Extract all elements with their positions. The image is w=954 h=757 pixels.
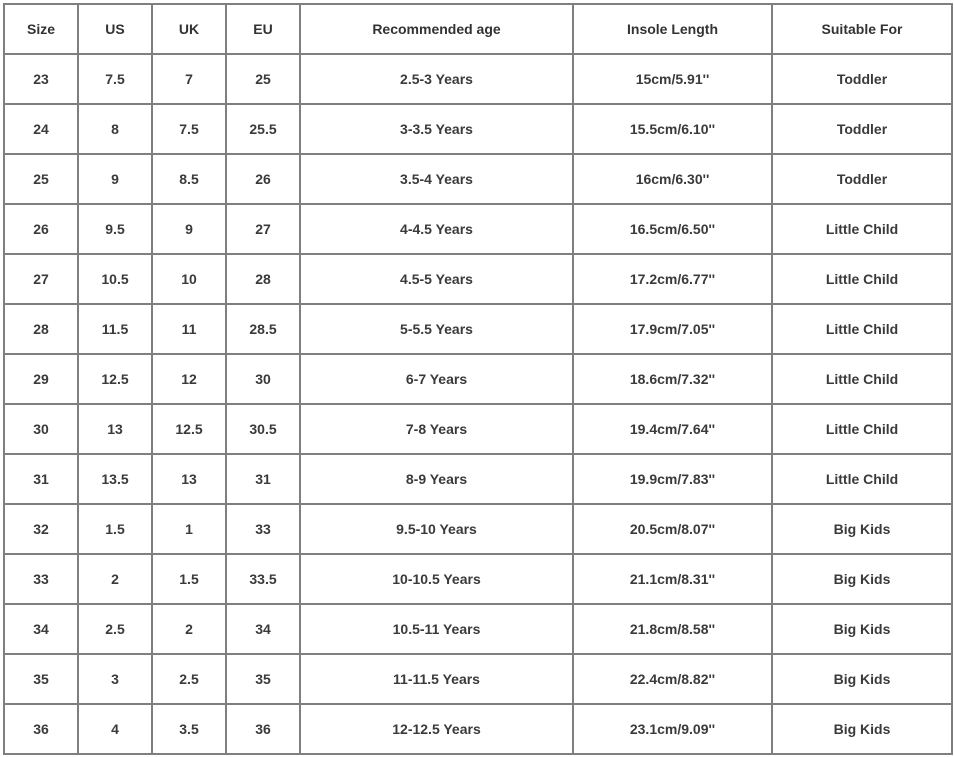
cell-recommended-age: 4-4.5 Years <box>301 205 574 255</box>
cell-us: 1.5 <box>79 505 153 555</box>
cell-suitable-for: Big Kids <box>773 555 953 605</box>
cell-uk: 2.5 <box>153 655 227 705</box>
cell-suitable-for: Little Child <box>773 255 953 305</box>
table-row <box>5 305 953 355</box>
cell-eu: 36 <box>227 705 301 755</box>
cell-recommended-age: 2.5-3 Years <box>301 55 574 105</box>
cell-insole-length: 21.8cm/8.58'' <box>574 605 773 655</box>
cell-size: 35 <box>5 655 79 705</box>
header-insole-length: Insole Length <box>574 5 773 55</box>
cell-eu: 25 <box>227 55 301 105</box>
cell-suitable-for: Little Child <box>773 455 953 505</box>
cell-uk: 1.5 <box>153 555 227 605</box>
cell-recommended-age: 8-9 Years <box>301 455 574 505</box>
cell-us: 9.5 <box>79 205 153 255</box>
cell-us: 8 <box>79 105 153 155</box>
cell-size: 23 <box>5 55 79 105</box>
table-row <box>5 55 953 105</box>
table-row <box>5 105 953 155</box>
cell-size: 26 <box>5 205 79 255</box>
cell-insole-length: 18.6cm/7.32'' <box>574 355 773 405</box>
cell-eu: 31 <box>227 455 301 505</box>
cell-eu: 33 <box>227 505 301 555</box>
cell-suitable-for: Big Kids <box>773 505 953 555</box>
cell-suitable-for: Little Child <box>773 305 953 355</box>
cell-uk: 11 <box>153 305 227 355</box>
cell-suitable-for: Little Child <box>773 355 953 405</box>
cell-insole-length: 17.9cm/7.05'' <box>574 305 773 355</box>
cell-us: 10.5 <box>79 255 153 305</box>
cell-insole-length: 22.4cm/8.82'' <box>574 655 773 705</box>
table-row <box>5 405 953 455</box>
header-recommended-age: Recommended age <box>301 5 574 55</box>
cell-uk: 7 <box>153 55 227 105</box>
cell-size: 25 <box>5 155 79 205</box>
cell-insole-length: 21.1cm/8.31'' <box>574 555 773 605</box>
cell-recommended-age: 9.5-10 Years <box>301 505 574 555</box>
cell-us: 13 <box>79 405 153 455</box>
cell-recommended-age: 7-8 Years <box>301 405 574 455</box>
header-row <box>5 5 953 55</box>
cell-recommended-age: 12-12.5 Years <box>301 705 574 755</box>
cell-suitable-for: Toddler <box>773 105 953 155</box>
cell-us: 12.5 <box>79 355 153 405</box>
cell-suitable-for: Big Kids <box>773 655 953 705</box>
header-us: US <box>79 5 153 55</box>
cell-eu: 27 <box>227 205 301 255</box>
cell-insole-length: 23.1cm/9.09'' <box>574 705 773 755</box>
cell-uk: 12 <box>153 355 227 405</box>
cell-suitable-for: Big Kids <box>773 605 953 655</box>
table-row <box>5 555 953 605</box>
cell-uk: 1 <box>153 505 227 555</box>
cell-insole-length: 16.5cm/6.50'' <box>574 205 773 255</box>
cell-insole-length: 20.5cm/8.07'' <box>574 505 773 555</box>
cell-uk: 12.5 <box>153 405 227 455</box>
header-size: Size <box>5 5 79 55</box>
cell-recommended-age: 3-3.5 Years <box>301 105 574 155</box>
table-row <box>5 505 953 555</box>
cell-eu: 28 <box>227 255 301 305</box>
cell-eu: 28.5 <box>227 305 301 355</box>
cell-eu: 35 <box>227 655 301 705</box>
cell-uk: 2 <box>153 605 227 655</box>
cell-uk: 13 <box>153 455 227 505</box>
table-row <box>5 205 953 255</box>
cell-size: 32 <box>5 505 79 555</box>
cell-us: 11.5 <box>79 305 153 355</box>
table-body <box>5 55 953 755</box>
table-row <box>5 605 953 655</box>
cell-us: 9 <box>79 155 153 205</box>
cell-size: 30 <box>5 405 79 455</box>
table-row <box>5 455 953 505</box>
cell-suitable-for: Toddler <box>773 155 953 205</box>
cell-insole-length: 17.2cm/6.77'' <box>574 255 773 305</box>
cell-recommended-age: 10-10.5 Years <box>301 555 574 605</box>
header-eu: EU <box>227 5 301 55</box>
cell-us: 13.5 <box>79 455 153 505</box>
cell-suitable-for: Little Child <box>773 405 953 455</box>
cell-size: 24 <box>5 105 79 155</box>
cell-size: 36 <box>5 705 79 755</box>
cell-eu: 30.5 <box>227 405 301 455</box>
table-header <box>5 5 953 55</box>
cell-insole-length: 15.5cm/6.10'' <box>574 105 773 155</box>
cell-insole-length: 16cm/6.30'' <box>574 155 773 205</box>
cell-uk: 3.5 <box>153 705 227 755</box>
cell-insole-length: 19.4cm/7.64'' <box>574 405 773 455</box>
cell-recommended-age: 4.5-5 Years <box>301 255 574 305</box>
cell-size: 31 <box>5 455 79 505</box>
cell-uk: 8.5 <box>153 155 227 205</box>
cell-eu: 33.5 <box>227 555 301 605</box>
table-row <box>5 255 953 305</box>
cell-us: 2.5 <box>79 605 153 655</box>
cell-size: 33 <box>5 555 79 605</box>
cell-uk: 10 <box>153 255 227 305</box>
cell-size: 34 <box>5 605 79 655</box>
cell-recommended-age: 5-5.5 Years <box>301 305 574 355</box>
cell-us: 7.5 <box>79 55 153 105</box>
cell-recommended-age: 11-11.5 Years <box>301 655 574 705</box>
cell-eu: 25.5 <box>227 105 301 155</box>
cell-size: 28 <box>5 305 79 355</box>
table-row <box>5 355 953 405</box>
cell-recommended-age: 10.5-11 Years <box>301 605 574 655</box>
cell-size: 29 <box>5 355 79 405</box>
table-row <box>5 705 953 755</box>
cell-suitable-for: Toddler <box>773 55 953 105</box>
cell-eu: 26 <box>227 155 301 205</box>
cell-eu: 30 <box>227 355 301 405</box>
cell-insole-length: 19.9cm/7.83'' <box>574 455 773 505</box>
header-suitable-for: Suitable For <box>773 5 953 55</box>
cell-uk: 7.5 <box>153 105 227 155</box>
size-chart-table <box>3 3 953 755</box>
cell-eu: 34 <box>227 605 301 655</box>
cell-recommended-age: 3.5-4 Years <box>301 155 574 205</box>
header-uk: UK <box>153 5 227 55</box>
cell-us: 4 <box>79 705 153 755</box>
cell-insole-length: 15cm/5.91'' <box>574 55 773 105</box>
cell-us: 2 <box>79 555 153 605</box>
cell-suitable-for: Big Kids <box>773 705 953 755</box>
cell-suitable-for: Little Child <box>773 205 953 255</box>
cell-recommended-age: 6-7 Years <box>301 355 574 405</box>
table-row <box>5 155 953 205</box>
table-row <box>5 655 953 705</box>
cell-uk: 9 <box>153 205 227 255</box>
cell-size: 27 <box>5 255 79 305</box>
cell-us: 3 <box>79 655 153 705</box>
